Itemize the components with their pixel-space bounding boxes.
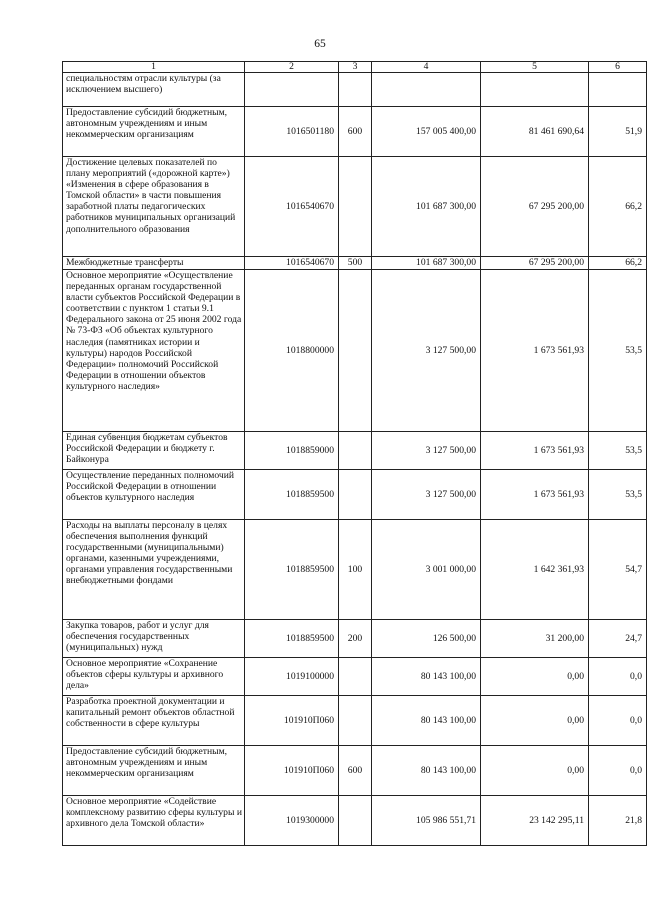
row-plan: 80 143 100,00 [372,658,481,696]
row-pct: 51,9 [589,107,647,157]
row-type: 500 [339,257,372,270]
row-plan: 3 001 000,00 [372,520,481,620]
row-pct: 21,8 [589,796,647,846]
row-plan: 105 986 551,71 [372,796,481,846]
row-fact: 67 295 200,00 [481,157,589,257]
row-type [339,432,372,470]
row-name: Осуществление переданных полномочий Российской Федерации в отношении объектов культурного наследия [63,470,245,520]
row-type [339,157,372,257]
row-name: Основное мероприятие «Содействие комплексному развитию сферы культуры и архивного дела Томской области» [63,796,245,846]
row-pct: 53,5 [589,432,647,470]
row-code: 101910П060 [245,696,339,746]
row-fact [481,73,589,107]
row-name: Предоставление субсидий бюджетным, автономным учреждениям и иным некоммерческим организациям [63,107,245,157]
row-name: Межбюджетные трансферты [63,257,245,270]
header-col-3: 3 [339,62,372,73]
row-type [339,658,372,696]
row-plan: 101 687 300,00 [372,257,481,270]
row-type: 600 [339,746,372,796]
row-name: Единая субвенция бюджетам субъектов Российской Федерации и бюджету г. Байконура [63,432,245,470]
row-pct: 0,0 [589,746,647,796]
table-row [63,620,647,658]
row-plan [372,73,481,107]
row-fact: 1 642 361,93 [481,520,589,620]
header-col-5: 5 [481,62,589,73]
table-row [63,73,647,107]
row-type [339,470,372,520]
header-row [63,62,647,73]
page-number: 65 [314,38,326,50]
row-plan: 3 127 500,00 [372,270,481,432]
header-col-6: 6 [589,62,647,73]
row-type [339,796,372,846]
row-plan: 126 500,00 [372,620,481,658]
table-row [63,257,647,270]
row-code: 1018859500 [245,470,339,520]
row-code: 1018859500 [245,520,339,620]
row-pct: 53,5 [589,270,647,432]
row-plan: 80 143 100,00 [372,746,481,796]
row-code [245,73,339,107]
row-type [339,696,372,746]
row-pct: 54,7 [589,520,647,620]
table-row [63,658,647,696]
row-plan: 157 005 400,00 [372,107,481,157]
header-col-1: 1 [63,62,245,73]
row-plan: 80 143 100,00 [372,696,481,746]
header-col-2: 2 [245,62,339,73]
table-row [63,470,647,520]
row-fact: 0,00 [481,746,589,796]
table-row [63,696,647,746]
row-type: 200 [339,620,372,658]
row-fact: 1 673 561,93 [481,432,589,470]
table-row [63,157,647,257]
row-fact: 0,00 [481,658,589,696]
row-fact: 1 673 561,93 [481,470,589,520]
row-pct: 0,0 [589,696,647,746]
row-code: 1019100000 [245,658,339,696]
row-code: 1018800000 [245,270,339,432]
row-name: Разработка проектной документации и капитальный ремонт объектов областной собственности в сфере культуры [63,696,245,746]
row-code: 101910П060 [245,746,339,796]
row-name: Основное мероприятие «Сохранение объектов сферы культуры и архивного дела» [63,658,245,696]
row-fact: 67 295 200,00 [481,257,589,270]
row-pct: 66,2 [589,157,647,257]
row-plan: 3 127 500,00 [372,470,481,520]
row-type [339,73,372,107]
row-name: специальностям отрасли культуры (за исключением высшего) [63,73,245,107]
row-code: 1016540670 [245,257,339,270]
row-type: 100 [339,520,372,620]
row-pct: 66,2 [589,257,647,270]
row-fact: 31 200,00 [481,620,589,658]
row-code: 1016501180 [245,107,339,157]
table-row [63,270,647,432]
budget-table [62,61,647,846]
row-name: Предоставление субсидий бюджетным, автономным учреждениям и иным некоммерческим организациям [63,746,245,796]
row-code: 1018859000 [245,432,339,470]
row-pct [589,73,647,107]
table-row [63,432,647,470]
row-code: 1018859500 [245,620,339,658]
row-name: Расходы на выплаты персоналу в целях обеспечения выполнения функций государственными (муниципальными) органами, казенными учреждениями, органами управления государственными внебюджетными фондами [63,520,245,620]
row-plan: 3 127 500,00 [372,432,481,470]
row-pct: 0,0 [589,658,647,696]
row-name: Закупка товаров, работ и услуг для обеспечения государственных (муниципальных) нужд [63,620,245,658]
row-name: Достижение целевых показателей по плану мероприятий («дорожной карте») «Изменения в сфере образования в Томской области» в части повышения заработной платы педагогических работников муниципальных организаций дополнительного образования [63,157,245,257]
row-fact: 1 673 561,93 [481,270,589,432]
row-code: 1019300000 [245,796,339,846]
table-row [63,520,647,620]
row-fact: 0,00 [481,696,589,746]
row-name: Основное мероприятие «Осуществление переданных органам государственной власти субъектов Российской Федерации в соответствии с пунктом 1 статьи 9.1 Федерального закона от 25 июня 2002 года № 73-ФЗ «Об объектах культурного наследия (памятниках истории и культуры) народов Российской Федерации» полномочий Российской Федерации в отношении объектов культурного наследия» [63,270,245,432]
table-row [63,107,647,157]
row-fact: 81 461 690,64 [481,107,589,157]
header-col-4: 4 [372,62,481,73]
row-plan: 101 687 300,00 [372,157,481,257]
row-code: 1016540670 [245,157,339,257]
row-pct: 53,5 [589,470,647,520]
row-fact: 23 142 295,11 [481,796,589,846]
row-type: 600 [339,107,372,157]
row-pct: 24,7 [589,620,647,658]
table-row [63,796,647,846]
row-type [339,270,372,432]
table-row [63,746,647,796]
